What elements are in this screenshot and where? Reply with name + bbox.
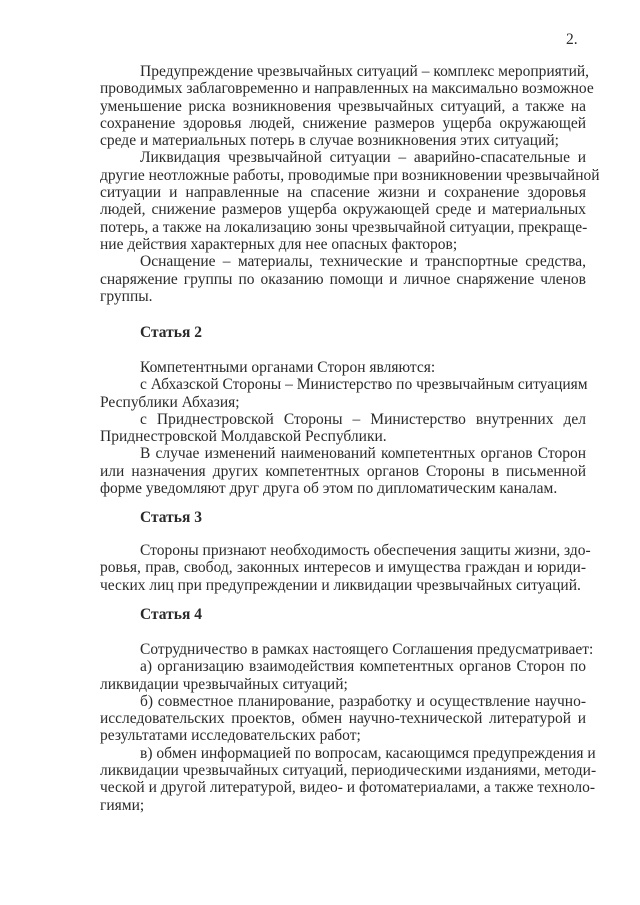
text-line: Сотрудничество в рамках настоящего Соглашения предусматривает: xyxy=(140,641,594,658)
text-line: гиями; xyxy=(100,796,145,814)
text-line: исследовательских проектов, обмен научно-технической литературой и xyxy=(100,710,586,728)
text-line: Приднестровской Молдавской Республики. xyxy=(100,428,387,446)
text-line: с Абхазской Стороны – Министерство по чрезвычайным ситуациям xyxy=(140,376,588,394)
text-line: ситуации и направленные на спасение жизни и сохранение здоровья xyxy=(100,184,586,202)
text-line: Ликвидация чрезвычайной ситуации – аварийно-спасательные и xyxy=(140,149,586,167)
text-line: результатами исследовательских работ; xyxy=(100,727,361,745)
paragraph xyxy=(100,693,586,745)
paragraph xyxy=(100,542,591,594)
text-line: в) обмен информацией по вопросам, касающимся предупреждения и xyxy=(140,744,596,762)
text-line: Оснащение – материалы, технические и транспортные средства, xyxy=(140,253,586,271)
paragraph xyxy=(100,376,586,411)
text-line: сохранение здоровья людей, снижение размеров ущерба окружающей xyxy=(100,114,586,132)
text-line: людей, снижение размеров ущерба окружающей среде и материальных xyxy=(100,201,586,219)
text-line: снаряжение группы по оказанию помощи и личное снаряжение членов xyxy=(100,270,586,288)
paragraph xyxy=(100,744,597,814)
text-line: а) организацию взаимодействия компетентных органов Сторон по xyxy=(140,658,586,676)
paragraph xyxy=(100,359,586,376)
text-line: потерь, а также на локализацию зоны чрезвычайной ситуации, прекраще- xyxy=(100,218,588,236)
text-section xyxy=(100,641,597,814)
text-line: б) совместное планирование, разработку и осуществление научно- xyxy=(140,692,586,710)
text-line: ликвидации чрезвычайных ситуаций; xyxy=(100,675,348,693)
text-line: или назначения других компетентных органов Стороны в письменной xyxy=(100,462,586,480)
text-section xyxy=(100,359,586,497)
paragraph xyxy=(100,63,594,150)
text-section xyxy=(100,63,600,305)
text-line: Предупреждение чрезвычайных ситуаций – комплекс мероприятий, xyxy=(140,63,590,80)
paragraph xyxy=(100,445,586,497)
paragraph xyxy=(100,641,594,658)
paragraph xyxy=(100,411,586,446)
text-line: уменьшение риска возникновения чрезвычайных ситуаций, а также на xyxy=(100,97,586,115)
text-line: проводимых заблаговременно и направленных на максимально возможное xyxy=(100,80,594,98)
text-line: В случае изменений наименований компетентных органов Сторон xyxy=(140,445,586,463)
paragraph xyxy=(100,253,586,305)
page-number: 2. xyxy=(566,31,578,48)
text-line: Стороны признают необходимость обеспечения защиты жизни, здо- xyxy=(140,542,591,559)
text-line: ликвидации чрезвычайных ситуаций, периодическими изданиями, методи- xyxy=(100,762,597,780)
text-line: другие неотложные работы, проводимые при возникновении чрезвычайной xyxy=(100,166,600,184)
text-line: ческих лиц при предупреждении и ликвидации чрезвычайных ситуаций. xyxy=(100,576,581,594)
article-heading: Статья 4 xyxy=(140,606,202,623)
text-line: Компетентными органами Сторон являются: xyxy=(140,359,436,376)
text-line: ровья, прав, свобод, законных интересов и имущества граждан и юриди- xyxy=(100,559,586,577)
text-line: форме уведомляют друг друга об этом по дипломатическим каналам. xyxy=(100,480,558,498)
text-line: ние действия характерных для нее опасных факторов; xyxy=(100,235,458,253)
article-heading: Статья 2 xyxy=(140,324,202,341)
text-line: ческой и другой литературой, видео- и фотоматериалами, а также техноло- xyxy=(100,779,596,797)
article-heading: Статья 3 xyxy=(140,509,202,526)
text-line: среде и материальных потерь в случае возникновения этих ситуаций; xyxy=(100,132,559,150)
paragraph xyxy=(100,149,600,253)
text-line: Республики Абхазия; xyxy=(100,393,240,411)
paragraph xyxy=(100,658,586,693)
text-line: с Приднестровской Стороны – Министерство внутренних дел xyxy=(140,410,586,428)
text-line: группы. xyxy=(100,287,153,305)
text-section xyxy=(100,542,591,594)
